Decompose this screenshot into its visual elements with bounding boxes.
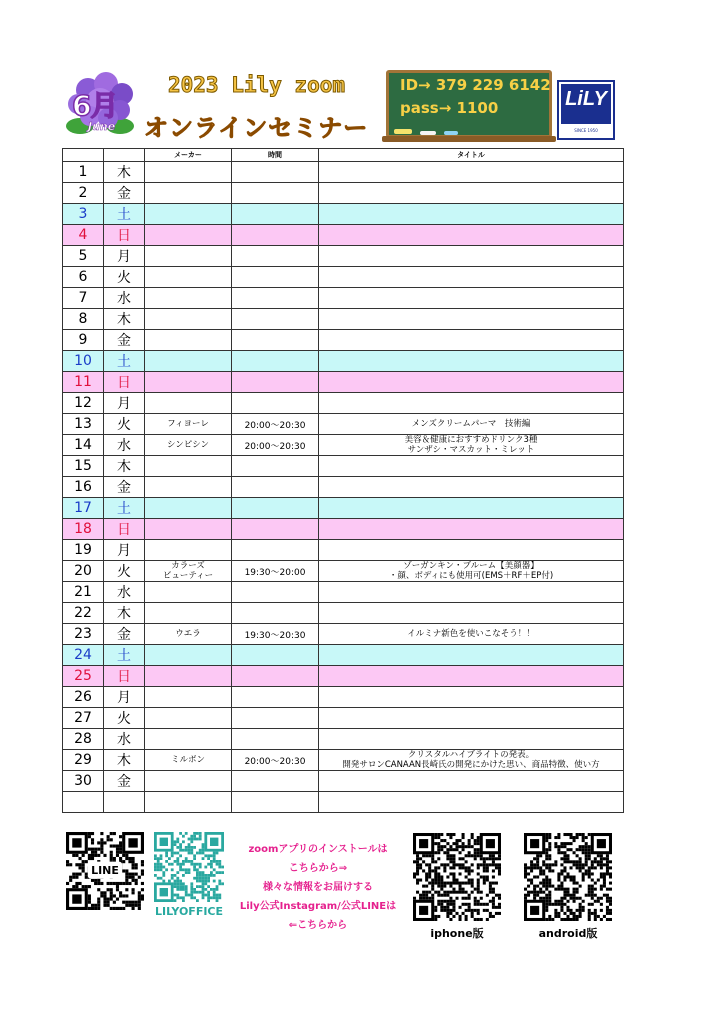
day-cell: 28	[63, 729, 104, 750]
weekday-cell: 月	[104, 246, 145, 267]
header-title: タイトル	[319, 149, 624, 162]
title-cell	[319, 183, 624, 204]
instagram-qr-code[interactable]	[154, 832, 224, 902]
weekday-cell: 火	[104, 708, 145, 729]
weekday-cell: 月	[104, 393, 145, 414]
table-row	[63, 792, 624, 813]
day-cell: 7	[63, 288, 104, 309]
weekday-cell: 木	[104, 162, 145, 183]
day-cell: 12	[63, 393, 104, 414]
time-cell	[232, 309, 319, 330]
title-cell	[319, 519, 624, 540]
maker-cell	[145, 372, 232, 393]
maker-cell: カラーズ ビューティー	[145, 561, 232, 582]
day-cell	[63, 792, 104, 813]
table-row	[63, 519, 624, 540]
day-cell: 4	[63, 225, 104, 246]
title-cell	[319, 582, 624, 603]
weekday-cell: 火	[104, 414, 145, 435]
day-cell: 27	[63, 708, 104, 729]
table-row	[63, 330, 624, 351]
maker-cell	[145, 771, 232, 792]
title-cell	[319, 708, 624, 729]
time-cell	[232, 330, 319, 351]
day-cell: 13	[63, 414, 104, 435]
day-cell: 6	[63, 267, 104, 288]
weekday-cell: 金	[104, 183, 145, 204]
weekday-cell: 土	[104, 204, 145, 225]
table-row	[63, 687, 624, 708]
weekday-cell: 日	[104, 372, 145, 393]
chalk-icon	[420, 131, 436, 135]
time-cell	[232, 645, 319, 666]
maker-cell: シンピシン	[145, 435, 232, 456]
table-row	[63, 225, 624, 246]
eraser-icon	[444, 131, 458, 135]
day-cell: 2	[63, 183, 104, 204]
time-cell	[232, 603, 319, 624]
time-cell	[232, 246, 319, 267]
weekday-cell: 水	[104, 582, 145, 603]
maker-cell	[145, 288, 232, 309]
time-cell: 20:00～20:30	[232, 414, 319, 435]
title-cell	[319, 792, 624, 813]
title-cell: クリスタルハイブライトの発表。 開発サロンCANAAN長崎氏の開発にかけた思い、商品特徴、使い方	[319, 750, 624, 771]
maker-cell	[145, 540, 232, 561]
day-cell: 15	[63, 456, 104, 477]
time-cell	[232, 687, 319, 708]
title-cell	[319, 645, 624, 666]
day-cell: 19	[63, 540, 104, 561]
table-row	[63, 750, 624, 771]
day-cell: 25	[63, 666, 104, 687]
logo-since: SINCE 1950	[574, 128, 598, 133]
weekday-cell: 水	[104, 288, 145, 309]
time-cell	[232, 477, 319, 498]
title-cell	[319, 309, 624, 330]
time-cell	[232, 393, 319, 414]
weekday-cell: 金	[104, 330, 145, 351]
title-cell	[319, 204, 624, 225]
time-cell: 19:30～20:00	[232, 561, 319, 582]
time-cell	[232, 267, 319, 288]
day-cell: 26	[63, 687, 104, 708]
weekday-cell: 木	[104, 750, 145, 771]
time-cell	[232, 288, 319, 309]
weekday-cell: 土	[104, 645, 145, 666]
logo-text: LiLY	[565, 88, 607, 110]
title-cell	[319, 603, 624, 624]
weekday-cell: 土	[104, 351, 145, 372]
weekday-cell: 木	[104, 309, 145, 330]
maker-cell	[145, 477, 232, 498]
maker-cell	[145, 498, 232, 519]
table-row	[63, 624, 624, 645]
title-cell	[319, 456, 624, 477]
table-row	[63, 204, 624, 225]
time-cell: 20:00～20:30	[232, 435, 319, 456]
time-cell	[232, 372, 319, 393]
maker-cell	[145, 729, 232, 750]
time-cell	[232, 456, 319, 477]
month-english: June	[88, 120, 116, 133]
info-line: こちらから⇒	[288, 863, 348, 874]
table-row	[63, 456, 624, 477]
time-cell	[232, 582, 319, 603]
title-cell	[319, 540, 624, 561]
maker-cell	[145, 519, 232, 540]
weekday-cell: 土	[104, 498, 145, 519]
time-cell	[232, 519, 319, 540]
header-day	[63, 149, 104, 162]
android-app-qr-code[interactable]	[524, 833, 612, 921]
schedule-body	[63, 162, 624, 813]
title-cell	[319, 477, 624, 498]
table-row	[63, 540, 624, 561]
day-cell: 5	[63, 246, 104, 267]
time-cell	[232, 729, 319, 750]
table-row	[63, 498, 624, 519]
title-cell	[319, 666, 624, 687]
maker-cell	[145, 582, 232, 603]
table-row	[63, 393, 624, 414]
table-row	[63, 477, 624, 498]
title-cell: イルミナ新色を使いこなそう！！	[319, 624, 624, 645]
time-cell	[232, 351, 319, 372]
table-row	[63, 771, 624, 792]
month-number: 6月	[72, 89, 118, 122]
title-cell: ゾーガンキン・ブルーム【美顔器】 ・顔、ボディにも使用可(EMS＋RF＋EP付)	[319, 561, 624, 582]
title-cell	[319, 687, 624, 708]
time-cell	[232, 666, 319, 687]
day-cell: 16	[63, 477, 104, 498]
time-cell	[232, 183, 319, 204]
table-row	[63, 582, 624, 603]
android-caption: android版	[538, 927, 598, 940]
maker-cell	[145, 246, 232, 267]
table-row	[63, 729, 624, 750]
maker-cell	[145, 162, 232, 183]
page-title: 2023 Lily zoom	[168, 73, 346, 97]
day-cell: 10	[63, 351, 104, 372]
time-cell	[232, 708, 319, 729]
time-cell	[232, 771, 319, 792]
table-row	[63, 435, 624, 456]
table-row	[63, 561, 624, 582]
info-line: Lily公式Instagram/公式LINEは	[239, 901, 397, 912]
weekday-cell: 月	[104, 687, 145, 708]
header-time: 時間	[232, 149, 319, 162]
time-cell: 19:30～20:30	[232, 624, 319, 645]
weekday-cell: 金	[104, 624, 145, 645]
info-line: 様々な情報をお届けする	[263, 882, 373, 893]
maker-cell	[145, 603, 232, 624]
table-row	[63, 309, 624, 330]
title-cell	[319, 288, 624, 309]
weekday-cell: 金	[104, 771, 145, 792]
maker-cell	[145, 351, 232, 372]
title-cell	[319, 372, 624, 393]
info-line: zoomアプリのインストールは	[248, 844, 388, 855]
chalk-icon	[394, 129, 412, 134]
maker-cell	[145, 330, 232, 351]
chalkboard-ledge	[382, 136, 556, 142]
day-cell: 9	[63, 330, 104, 351]
day-cell: 23	[63, 624, 104, 645]
day-cell: 8	[63, 309, 104, 330]
header-maker: メーカー	[145, 149, 232, 162]
weekday-cell: 日	[104, 666, 145, 687]
maker-cell: ウエラ	[145, 624, 232, 645]
weekday-cell: 金	[104, 477, 145, 498]
time-cell	[232, 162, 319, 183]
title-cell	[319, 729, 624, 750]
time-cell: 20:00～20:30	[232, 750, 319, 771]
weekday-cell: 月	[104, 540, 145, 561]
instagram-label: LILYOFFICE	[154, 905, 224, 918]
table-row	[63, 414, 624, 435]
time-cell	[232, 792, 319, 813]
table-row	[63, 645, 624, 666]
title-cell	[319, 225, 624, 246]
info-line: ⇐こちらから	[288, 920, 348, 931]
table-header-row	[63, 149, 624, 162]
day-cell: 14	[63, 435, 104, 456]
maker-cell	[145, 309, 232, 330]
day-cell: 17	[63, 498, 104, 519]
table-row	[63, 246, 624, 267]
day-cell: 20	[63, 561, 104, 582]
maker-cell	[145, 456, 232, 477]
weekday-cell: 木	[104, 603, 145, 624]
month-badge	[62, 70, 138, 140]
day-cell: 29	[63, 750, 104, 771]
weekday-cell: 日	[104, 519, 145, 540]
time-cell	[232, 540, 319, 561]
day-cell: 18	[63, 519, 104, 540]
table-row	[63, 267, 624, 288]
header-weekday	[104, 149, 145, 162]
weekday-cell: 水	[104, 729, 145, 750]
line-qr-label: LINE	[91, 864, 119, 878]
weekday-cell: 日	[104, 225, 145, 246]
day-cell: 21	[63, 582, 104, 603]
lily-logo	[557, 80, 615, 140]
title-cell	[319, 498, 624, 519]
schedule-table	[62, 148, 624, 813]
maker-cell	[145, 393, 232, 414]
table-row	[63, 666, 624, 687]
title-cell	[319, 246, 624, 267]
maker-cell	[145, 687, 232, 708]
maker-cell	[145, 183, 232, 204]
title-cell	[319, 267, 624, 288]
table-row	[63, 183, 624, 204]
maker-cell	[145, 645, 232, 666]
maker-cell	[145, 666, 232, 687]
day-cell: 30	[63, 771, 104, 792]
iphone-app-qr-code[interactable]	[413, 833, 501, 921]
info-text	[228, 840, 408, 935]
weekday-cell: 火	[104, 267, 145, 288]
title-cell	[319, 771, 624, 792]
zoom-passcode: pass→ 1100	[400, 99, 499, 117]
title-cell	[319, 330, 624, 351]
maker-cell	[145, 225, 232, 246]
table-row	[63, 351, 624, 372]
maker-cell	[145, 204, 232, 225]
day-cell: 1	[63, 162, 104, 183]
weekday-cell: 木	[104, 456, 145, 477]
title-cell	[319, 162, 624, 183]
day-cell: 24	[63, 645, 104, 666]
table-row	[63, 372, 624, 393]
title-cell	[319, 393, 624, 414]
table-row	[63, 288, 624, 309]
day-cell: 11	[63, 372, 104, 393]
maker-cell	[145, 792, 232, 813]
maker-cell: フィヨーレ	[145, 414, 232, 435]
weekday-cell	[104, 792, 145, 813]
line-qr-code[interactable]	[66, 832, 144, 910]
zoom-meeting-id: ID→ 379 229 6142	[400, 76, 551, 94]
table-row	[63, 603, 624, 624]
title-cell: メンズクリームパーマ 技術編	[319, 414, 624, 435]
time-cell	[232, 204, 319, 225]
time-cell	[232, 225, 319, 246]
table-row	[63, 708, 624, 729]
maker-cell	[145, 267, 232, 288]
title-cell	[319, 351, 624, 372]
iphone-caption: iphone版	[430, 927, 484, 940]
maker-cell	[145, 708, 232, 729]
title-cell: 美容＆健康におすすめドリンク3種 サンザシ・マスカット・ミレット	[319, 435, 624, 456]
weekday-cell: 水	[104, 435, 145, 456]
table-row	[63, 162, 624, 183]
maker-cell: ミルボン	[145, 750, 232, 771]
page-subtitle: オンラインセミナー	[144, 114, 369, 142]
weekday-cell: 火	[104, 561, 145, 582]
day-cell: 22	[63, 603, 104, 624]
day-cell: 3	[63, 204, 104, 225]
time-cell	[232, 498, 319, 519]
